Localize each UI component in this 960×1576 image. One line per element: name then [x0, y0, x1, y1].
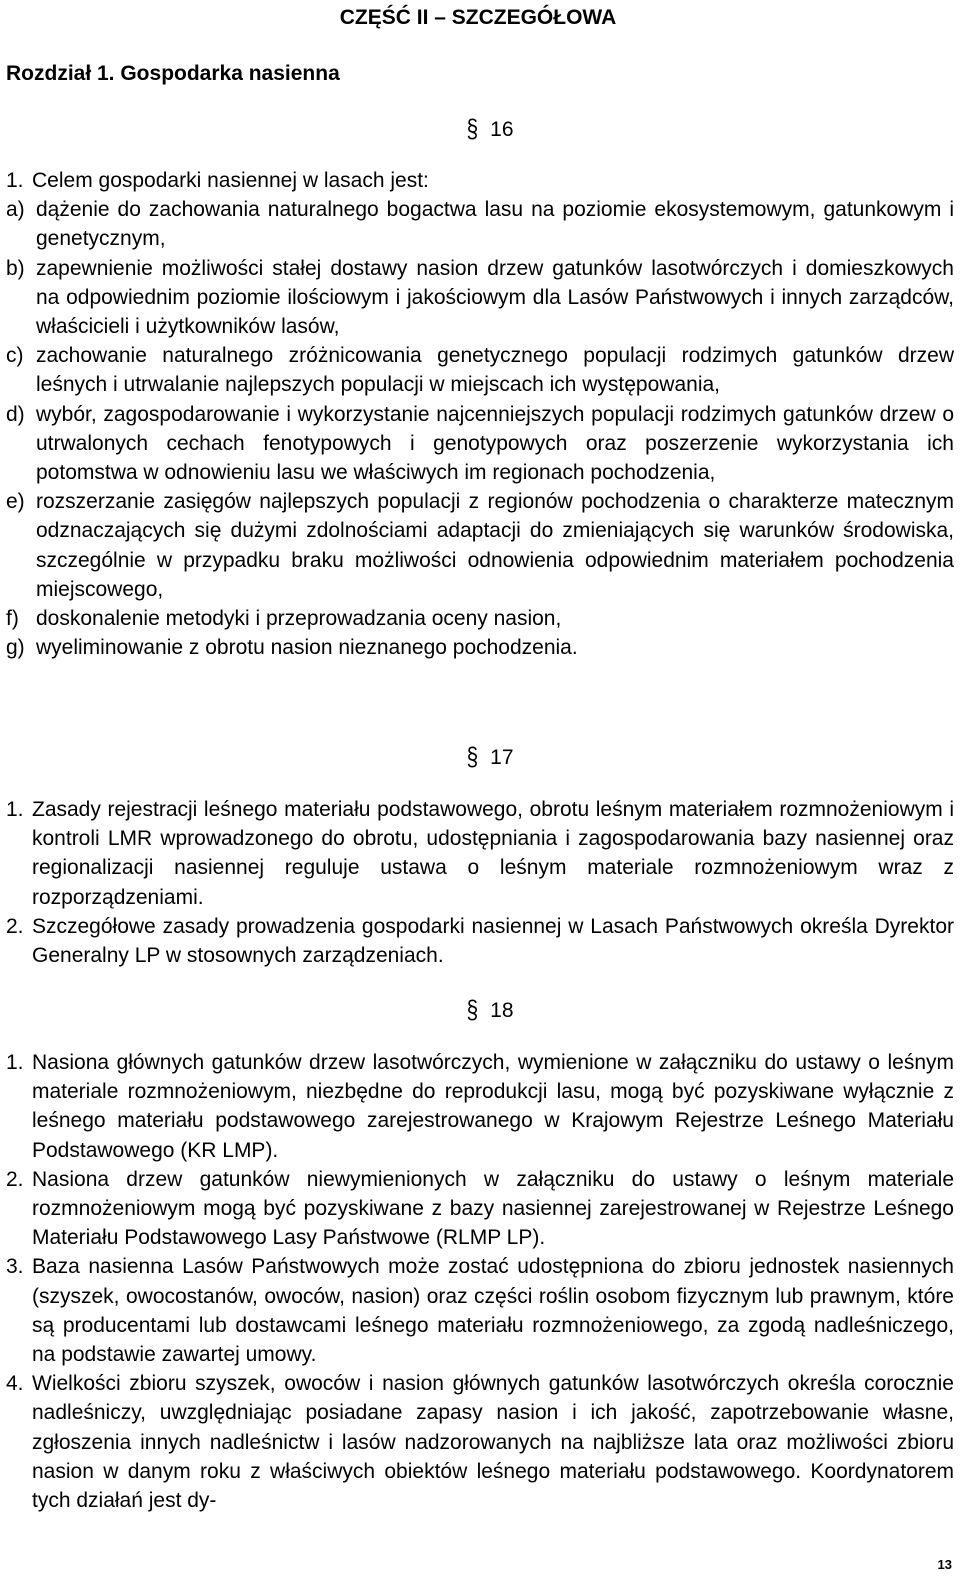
paragraph: [6, 1165, 954, 1253]
list-item-text: doskonalenie metodyki i przeprowadzania oceny nasion,: [36, 607, 562, 631]
paragraph-text: Zasady rejestracji leśnego materiału podstawowego, obrotu leśnym materiałem rozmnożeniowym i kontroli LMR wprowadzonego do obrotu, udostępniania i zagospodarowania bazy nasiennej oraz regionalizacji nasiennej reguluje ustawa o leśnym materiale rozmnożeniowym wraz z rozporządzeniami.: [32, 798, 954, 909]
paragraph-number: 3.: [6, 1255, 24, 1279]
list-item-label: g): [6, 636, 25, 660]
paragraph: [6, 912, 954, 970]
list-item: [6, 254, 954, 342]
paragraph: [6, 166, 954, 662]
section-heading-18: [0, 996, 960, 1025]
list-item-text: wybór, zagospodarowanie i wykorzystanie najcenniejszych populacji rodzimych gatunków drzew o utrwalonych cechach fenotypowych i genotypowych oraz poszerzenie wykorzystania ich potomstwa w odnowieniu lasu we właściwych im regionach pochodzenia,: [36, 402, 954, 485]
chapter-title: Rozdział 1. Gospodarka nasienna: [6, 62, 340, 85]
section-heading-16: [0, 115, 960, 144]
paragraph: [6, 1048, 954, 1165]
paragraph: [6, 795, 954, 912]
section-18-body: [6, 1048, 954, 1515]
paragraph-text: Baza nasienna Lasów Państwowych może zostać udostępniona do zbioru jednostek nasiennych (szyszek, owocostanów, owoców, nasion) oraz części roślin osobom fizycznym lub prawnym, które są producentami lub dostawcami leśnego materiału rozmnożeniowego, za zgodą nadleśniczego, na podstawie zawartej umowy.: [32, 1255, 954, 1367]
list-item: [6, 400, 954, 488]
paragraph-number: 1.: [6, 169, 24, 192]
paragraph-number: 2.: [6, 914, 24, 938]
paragraph-text: Nasiona głównych gatunków drzew lasotwórczych, wymienione w załączniku do ustawy o leśnym materiale rozmnożeniowym, niezbędne do reprodukcji lasu, mogą być pozyskiwane wyłącznie z leśnego materiału podstawowego zarejestrowanego w Krajowym Rejestrze Leśnego Materiału Podstawowego (KR LMP).: [32, 1051, 954, 1162]
list-item-text: dążenie do zachowania naturalnego bogactwa lasu na poziomie ekosystemowym, gatunkowym i genetycznym,: [36, 198, 954, 251]
list-item-text: zachowanie naturalnego zróżnicowania genetycznego populacji rodzimych gatunków drzew leśnych i utrwalanie najlepszych populacji w miejscach ich występowania,: [36, 344, 954, 397]
section-number: 18: [490, 999, 514, 1022]
list-item-label: e): [6, 490, 25, 514]
section-16-body: [6, 166, 954, 662]
paragraph-number: 4.: [6, 1372, 24, 1396]
paragraph: [6, 1252, 954, 1369]
list-item: [6, 195, 954, 253]
list-item-label: d): [6, 402, 25, 426]
list-item-label: c): [6, 344, 24, 368]
section-sign: §: [466, 743, 479, 772]
section-number: 17: [490, 746, 514, 769]
list-item-text: zapewnienie możliwości stałej dostawy nasion drzew gatunków lasotwórczych i domieszkowych na odpowiednim poziomie ilościowym i jakościowym dla Lasów Państwowych i innych zarządców, właścicieli i użytkowników lasów,: [36, 256, 954, 339]
list-item: [6, 341, 954, 399]
paragraph-number: 1.: [6, 1051, 24, 1074]
paragraph-number: 2.: [6, 1167, 24, 1191]
list-item: [6, 604, 954, 633]
list-item-label: f): [6, 607, 19, 631]
paragraph: [6, 1369, 954, 1515]
paragraph-number: 1.: [6, 798, 24, 821]
section-sign: §: [466, 996, 479, 1025]
section-17-body: [6, 795, 954, 970]
section-number: 16: [490, 118, 514, 141]
section-sign: §: [466, 115, 479, 144]
list-item-text: rozszerzanie zasięgów najlepszych populacji z regionów pochodzenia o charakterze matecznym odznaczających się dużymi zdolnościami adaptacji do zmieniających się warunków środowiska, szczególnie w przypadku braku możliwości odnowienia odpowiednim materiałem pochodzenia miejscowego,: [36, 490, 954, 601]
list-item-label: a): [6, 198, 25, 222]
list-item: [6, 487, 954, 604]
list-item-label: b): [6, 256, 25, 280]
paragraph-text: Nasiona drzew gatunków niewymienionych w załączniku do ustawy o leśnym materiale rozmnożeniowym mogą być pozyskiwane z bazy nasiennej zarejestrowanej w Rejestrze Leśnego Materiału Podstawowego Lasy Państwowe (RLMP LP).: [32, 1167, 954, 1250]
part-title: CZĘŚĆ II – SZCZEGÓŁOWA: [339, 6, 617, 29]
paragraph-lead: Celem gospodarki nasiennej w lasach jest:: [32, 169, 429, 192]
list-item-text: wyeliminowanie z obrotu nasion nieznanego pochodzenia.: [36, 636, 578, 660]
page-number: 13: [937, 1557, 952, 1572]
list-item: [6, 633, 954, 662]
section-heading-17: [0, 743, 960, 772]
paragraph-text: Szczegółowe zasady prowadzenia gospodarki nasiennej w Lasach Państwowych określa Dyrektor Generalny LP w stosownych zarządzeniach.: [32, 914, 954, 968]
paragraph-text: Wielkości zbioru szyszek, owoców i nasion głównych gatunków lasotwórczych określa corocznie nadleśniczy, uwzględniając posiadane zapasy nasion i ich jakość, zapotrzebowanie własne, zgłoszenia innych nadleśnictw i lasów nadzorowanych na najbliższe lata oraz możliwości zbioru nasion w danym roku z właściwych obiektów leśnego materiału podstawowego. Koordynatorem tych działań jest dy-: [32, 1372, 954, 1513]
